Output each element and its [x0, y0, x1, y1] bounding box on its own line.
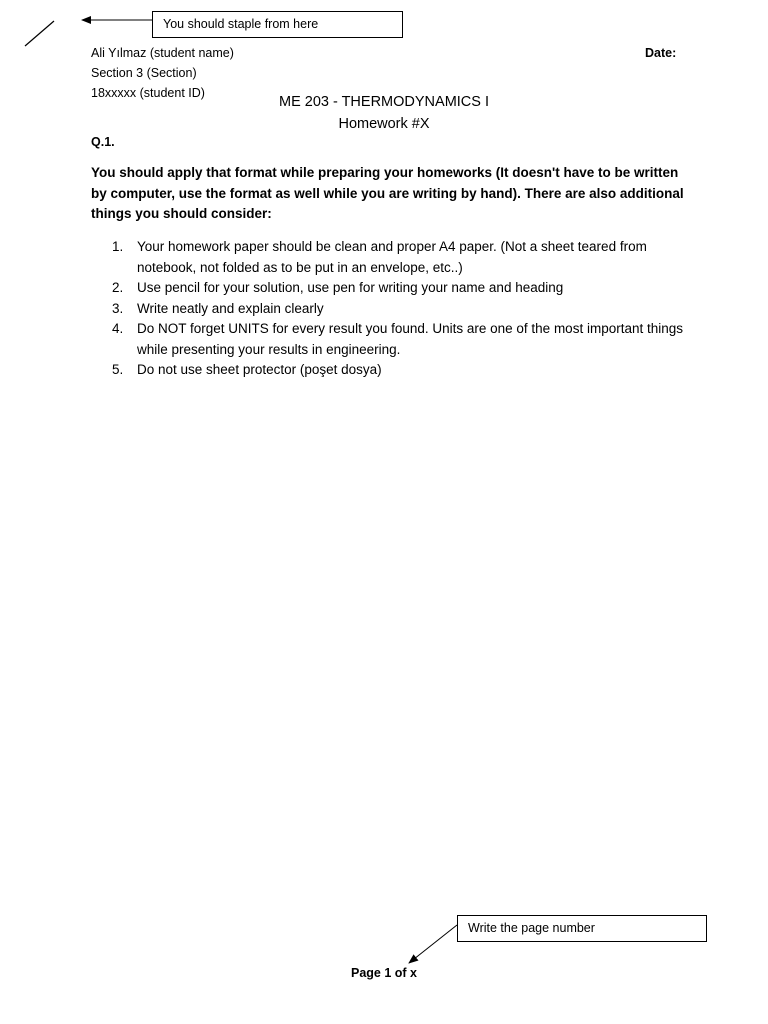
list-item-text: Use pencil for your solution, use pen for writing your name and heading — [137, 280, 564, 295]
page-footer: Page 1 of x — [351, 966, 417, 980]
question-label: Q.1. — [91, 135, 115, 149]
list-item-number: 2. — [112, 280, 124, 295]
staple-corner-mark — [25, 21, 54, 46]
instructions-paragraph: You should apply that format while preparing your homeworks (It doesn't have to be written by computer, use the format as well while you are writing by hand). There are also additional things you should consider: — [91, 165, 684, 221]
staple-note-box — [152, 11, 403, 38]
list-item-text: Do not use sheet protector (poşet dosya) — [137, 362, 382, 377]
list-item-text: Do NOT forget UNITS for every result you found. Units are one of the most important things while presenting your results in engineering. — [137, 321, 683, 357]
list-item-text: Your homework paper should be clean and proper A4 paper. (Not a sheet teared from notebook, not folded as to be put in an envelope, etc..) — [137, 239, 647, 275]
staple-note-text: You should staple from here — [163, 17, 319, 32]
student-id: 18xxxxx (student ID) — [91, 86, 205, 100]
list-item-number: 4. — [112, 321, 124, 336]
date-label: Date: — [645, 46, 677, 60]
page-number-arrow — [409, 925, 457, 963]
list-item-number: 3. — [112, 300, 124, 316]
list-item-number: 5. — [112, 362, 124, 377]
student-section: Section 3 (Section) — [91, 66, 197, 80]
list-item-number: 1. — [112, 239, 124, 254]
list-item — [91, 299, 691, 320]
list-item-text: Write neatly and explain clearly — [137, 300, 324, 316]
page-number-note-box — [457, 915, 707, 942]
list-item — [91, 278, 691, 299]
page-number-note-text: Write the page number — [468, 921, 595, 936]
list-item — [91, 360, 691, 381]
list-item — [91, 319, 691, 360]
student-name: Ali Yılmaz (student name) — [91, 46, 234, 60]
course-title: ME 203 - THERMODYNAMICS I — [278, 94, 490, 110]
rules-list — [91, 237, 691, 381]
homework-title: Homework #X — [338, 116, 430, 132]
list-item — [91, 237, 691, 278]
